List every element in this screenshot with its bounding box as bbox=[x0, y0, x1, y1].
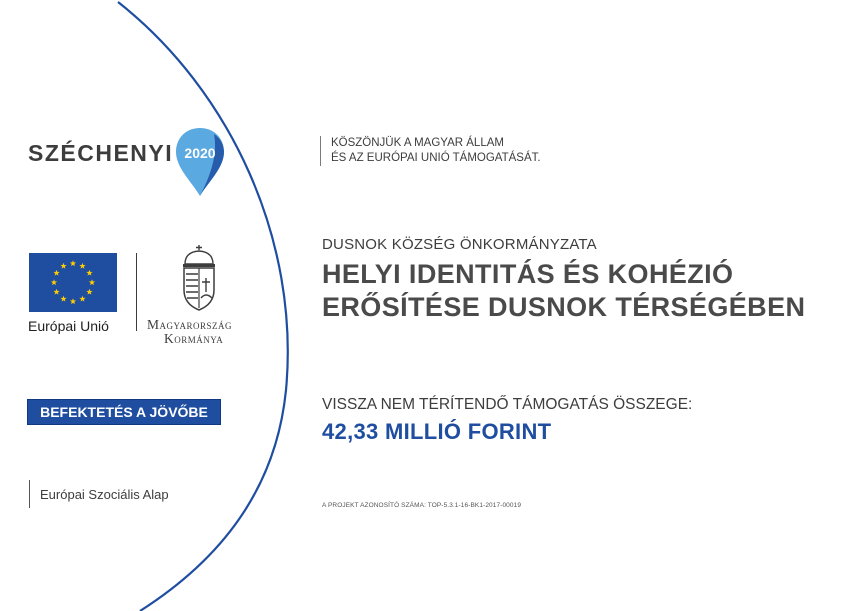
eu-star-icon bbox=[86, 270, 92, 276]
eu-star-icon bbox=[53, 270, 59, 276]
eu-star-icon bbox=[60, 263, 66, 269]
eu-star-icon bbox=[60, 296, 66, 302]
fund-label: Európai Szociális Alap bbox=[29, 480, 169, 508]
project-owner: DUSNOK KÖZSÉG ÖNKORMÁNYZATA bbox=[322, 236, 597, 253]
project-id: A PROJEKT AZONOSÍTÓ SZÁMA: TOP-5.3.1-16-BK1-2017-00019 bbox=[322, 502, 522, 509]
government-line-1: Magyarország bbox=[147, 317, 233, 332]
invest-in-future-badge: BEFEKTETÉS A JÖVŐBE bbox=[28, 400, 220, 424]
logo-divider bbox=[136, 253, 137, 331]
grant-amount-label: VISSZA NEM TÉRÍTENDŐ TÁMOGATÁS ÖSSZEGE: bbox=[322, 396, 693, 413]
eu-label: Európai Unió bbox=[28, 318, 109, 334]
location-pin-icon bbox=[174, 126, 226, 198]
grant-amount-value: 42,33 MILLIÓ FORINT bbox=[322, 419, 552, 444]
project-title bbox=[322, 258, 805, 324]
project-title-line-2: ERŐSÍTÉSE DUSNOK TÉRSÉGÉBEN bbox=[322, 292, 806, 322]
eu-flag-icon bbox=[29, 253, 117, 312]
eu-star-icon bbox=[86, 289, 92, 295]
eu-star-icon bbox=[79, 296, 85, 302]
eu-star-icon bbox=[53, 289, 59, 295]
thanks-note bbox=[320, 136, 541, 166]
eu-star-icon bbox=[70, 260, 76, 266]
szechenyi-wordmark: SZÉCHENYI bbox=[28, 140, 174, 166]
eu-star-icon bbox=[79, 263, 85, 269]
hungarian-coat-of-arms-icon bbox=[177, 244, 221, 312]
szechenyi-2020-logo bbox=[28, 126, 228, 196]
thanks-line-2: ÉS AZ EURÓPAI UNIÓ TÁMOGATÁSÁT. bbox=[331, 152, 541, 164]
project-title-line-1: HELYI IDENTITÁS ÉS KOHÉZIÓ bbox=[322, 259, 734, 289]
government-line-2: Kormánya bbox=[164, 331, 224, 346]
eu-star-icon bbox=[89, 279, 95, 285]
eu-star-icon bbox=[51, 279, 57, 285]
thanks-line-1: KÖSZÖNJÜK A MAGYAR ÁLLAM bbox=[331, 137, 504, 149]
eu-star-icon bbox=[70, 298, 76, 304]
szechenyi-year: 2020 bbox=[184, 145, 216, 161]
